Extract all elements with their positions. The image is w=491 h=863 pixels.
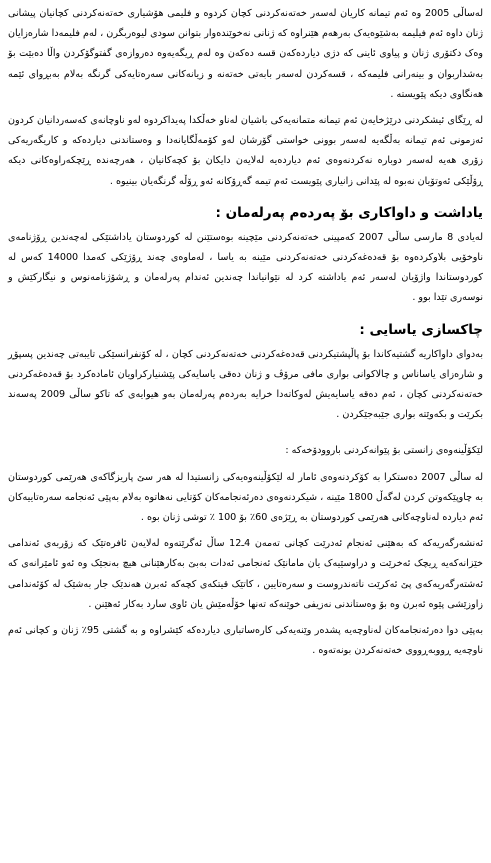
research-intro: لێکۆڵینەوەی زانستی بۆ پێوانەکردنی باروودۆخەکە : [285,445,483,457]
memorandum-paragraph: لەیادی 8 مارسی ساڵی 2007 کەمپینی خەتەنەکردنی مێچینە بوەستێنن لە کوردوستان یاداشتێکی لەچەندین ڕۆژنامەی ناوخۆیی بلاوکردەوە بۆ قەدەغەکردنی خەتەنەکردنی مێینە بە یاسا ، لەماوەی چەند ڕۆژێکی کەمدا 14000 کەس لە کوردوستاندا واژۆیان لەسەر ئەم یاداشتە کرد لە نێوانیاندا چەندین ئەندام پەرلەمان و ڕشۆژنامەنوس و نیگارکێش و نوسەری تێدا بوو . [8,231,483,304]
research-paragraph-1: لە ساڵی 2007 دەستکرا بە کۆکردنەوەی ئامار لە لێکۆڵینەوەیەکی زانستیدا لە هەر سێ پاریزگاکەی هەرێمی کوردوستان بە چاوپێکەوتن کردن لەگەڵ 1800 مێینە ، شیکردنەوەی دەرئەنجامەکان کۆتایی نەهاتوە بەلام بەپێی ئەنجامە سەرەتاییەکان ئەم دیاردە لەناوچەکانی هەرێمی کوردوستان بە ڕێژەی 60٪ بۆ 100 ٪ توشی ژنان بوە . [8,471,484,524]
research-paragraph-2: ئەنشەرگەریەکە کە بەهێنی ئەنجام ئەدرێت کچانی تەمەن 4ـ12 ساڵ ئەگرێتەوە لەلایەن ئافرەتێک کە زۆربەی ئەندامی خێزانەکەیە ڕیچک ئەخرێت و دراوسێیەک یان مامانێک ئەنجامی ئەدات بەبێ بەکارهێنانی هیچ بەنجێک وە ئەو ئامێرانەی کە ئەشتەرگەریەکەی پێ ئەکرێت ناتەندروست و سەرەتایین ، کاتێک قیتکەی کچەکە ئەبرن هەندێک جار بەشێک لە کۆئەندامی زاوزێشی پێوە ئەبرن وە بۆ وەستاندنی نەزیفی خوێنەکە تەنها خۆڵەمێش یان ئاوی سارد بەکار ئەهێنن . [8,538,484,610]
spacer [8,431,483,441]
section-heading-legal-reform: چاکسازی یاسایی : [359,321,483,338]
research-paragraph-3: بەپێی دوا دەرئەنجامەکان لەناوچەیە پشدەر وێنەیەکی کارەساتباری دیاردەکە کێشراوە و بە گشتی 95٪ ژنان و کچانی ئەم ناوچەیە ڕووبەڕووی خەتەنەکردن بونەتەوە . [8,625,483,657]
intro-paragraph-1: لەساڵی 2005 وە ئەم تیمانە کاریان لەسەر خەتەنەکردنی کچان کردوە و فلیمی هۆشیاری خەتەنەکردنی کچانیان پیشانی ژنان داوە ئەم فیلیمە بەشێوەیەک بەرهەم هێنراوە کە ژنانی نەخوێندەوار بتوانن سودی لیوەربگرن ، لەم فلیمەدا شارەزایان وەک دکتۆری ژنان و پیاوی ئاینی کە دژی دیاردەکەن قسە دەکەن وە لەم ڕیگەیەوە دەروازەی گفتوگۆکردن واڵا دەبێت بۆ بەشداربوان و بینەرانی فلیمەکە ، قسەکردن لەسەر بابەتی خەتەنە و زیانەکانی سەرەتایەکی گرنگە بەلام بەبڕوای ئێمە هەنگاوی دیکە پێویستە . [8,8,484,100]
intro-paragraph-2: لە ڕێگای ئیشکردنی درێژخایەن ئەم تیمانە متمانەیەکی باشیان لەناو خەڵکدا پەیداکردوە لەو ناوچانەی کەسەردانیان کردون ئەزمونی ئەم تیمانە بەڵگەیە لەسەر بوونی خواستی گۆرشان لەو کۆمەڵگایانەدا و وەستاندنی دیاردەکە و کاریگەریەکی زۆری هەیە لەسەر دوبارە نەکردنەوەی ئەم دیاردەیە لەلایەن دایکان بۆ کچەکانیان ، هەرچەندە ڕێچکەراوەکانی دیکە ڕۆڵێکی ئەوتۆیان نەبوە لە پێدانی زانیاری پێویست ئەم تیمە گەڕۆکانە ئەو ڕۆڵە گرنگەیان بینیوە . [8,115,483,187]
section-heading-memorandum: یاداشت و داواکاری بۆ پەردەم پەرلەمان : [215,204,483,221]
legal-reform-paragraph: بەدوای داواکاریە گشتیەکاندا بۆ پاڵپشتیکردنی قەدەغەکردنی خەتەنەکردنی کچان ، لە کۆنفرانسێکی تایبەتی چەندین پسپۆڕ و شارەزای یاساناس و چالاکوانی بواری مافی مرۆڤ و ژنان دەقی یاسایەکی پێشنیارکراویان ئامادەکرد بۆ قەدەغەکردنی خەتەنەکردنی کچان ، ئەم دەقە یاسایەیش لەوکاتەدا خرایە بەردەم پەرلەمان بەو هیوایەی کە تاکو ساڵی 2009 پەسەند بکرێت و بکەوێتە بواری جێبەجێکردن . [8,348,483,421]
